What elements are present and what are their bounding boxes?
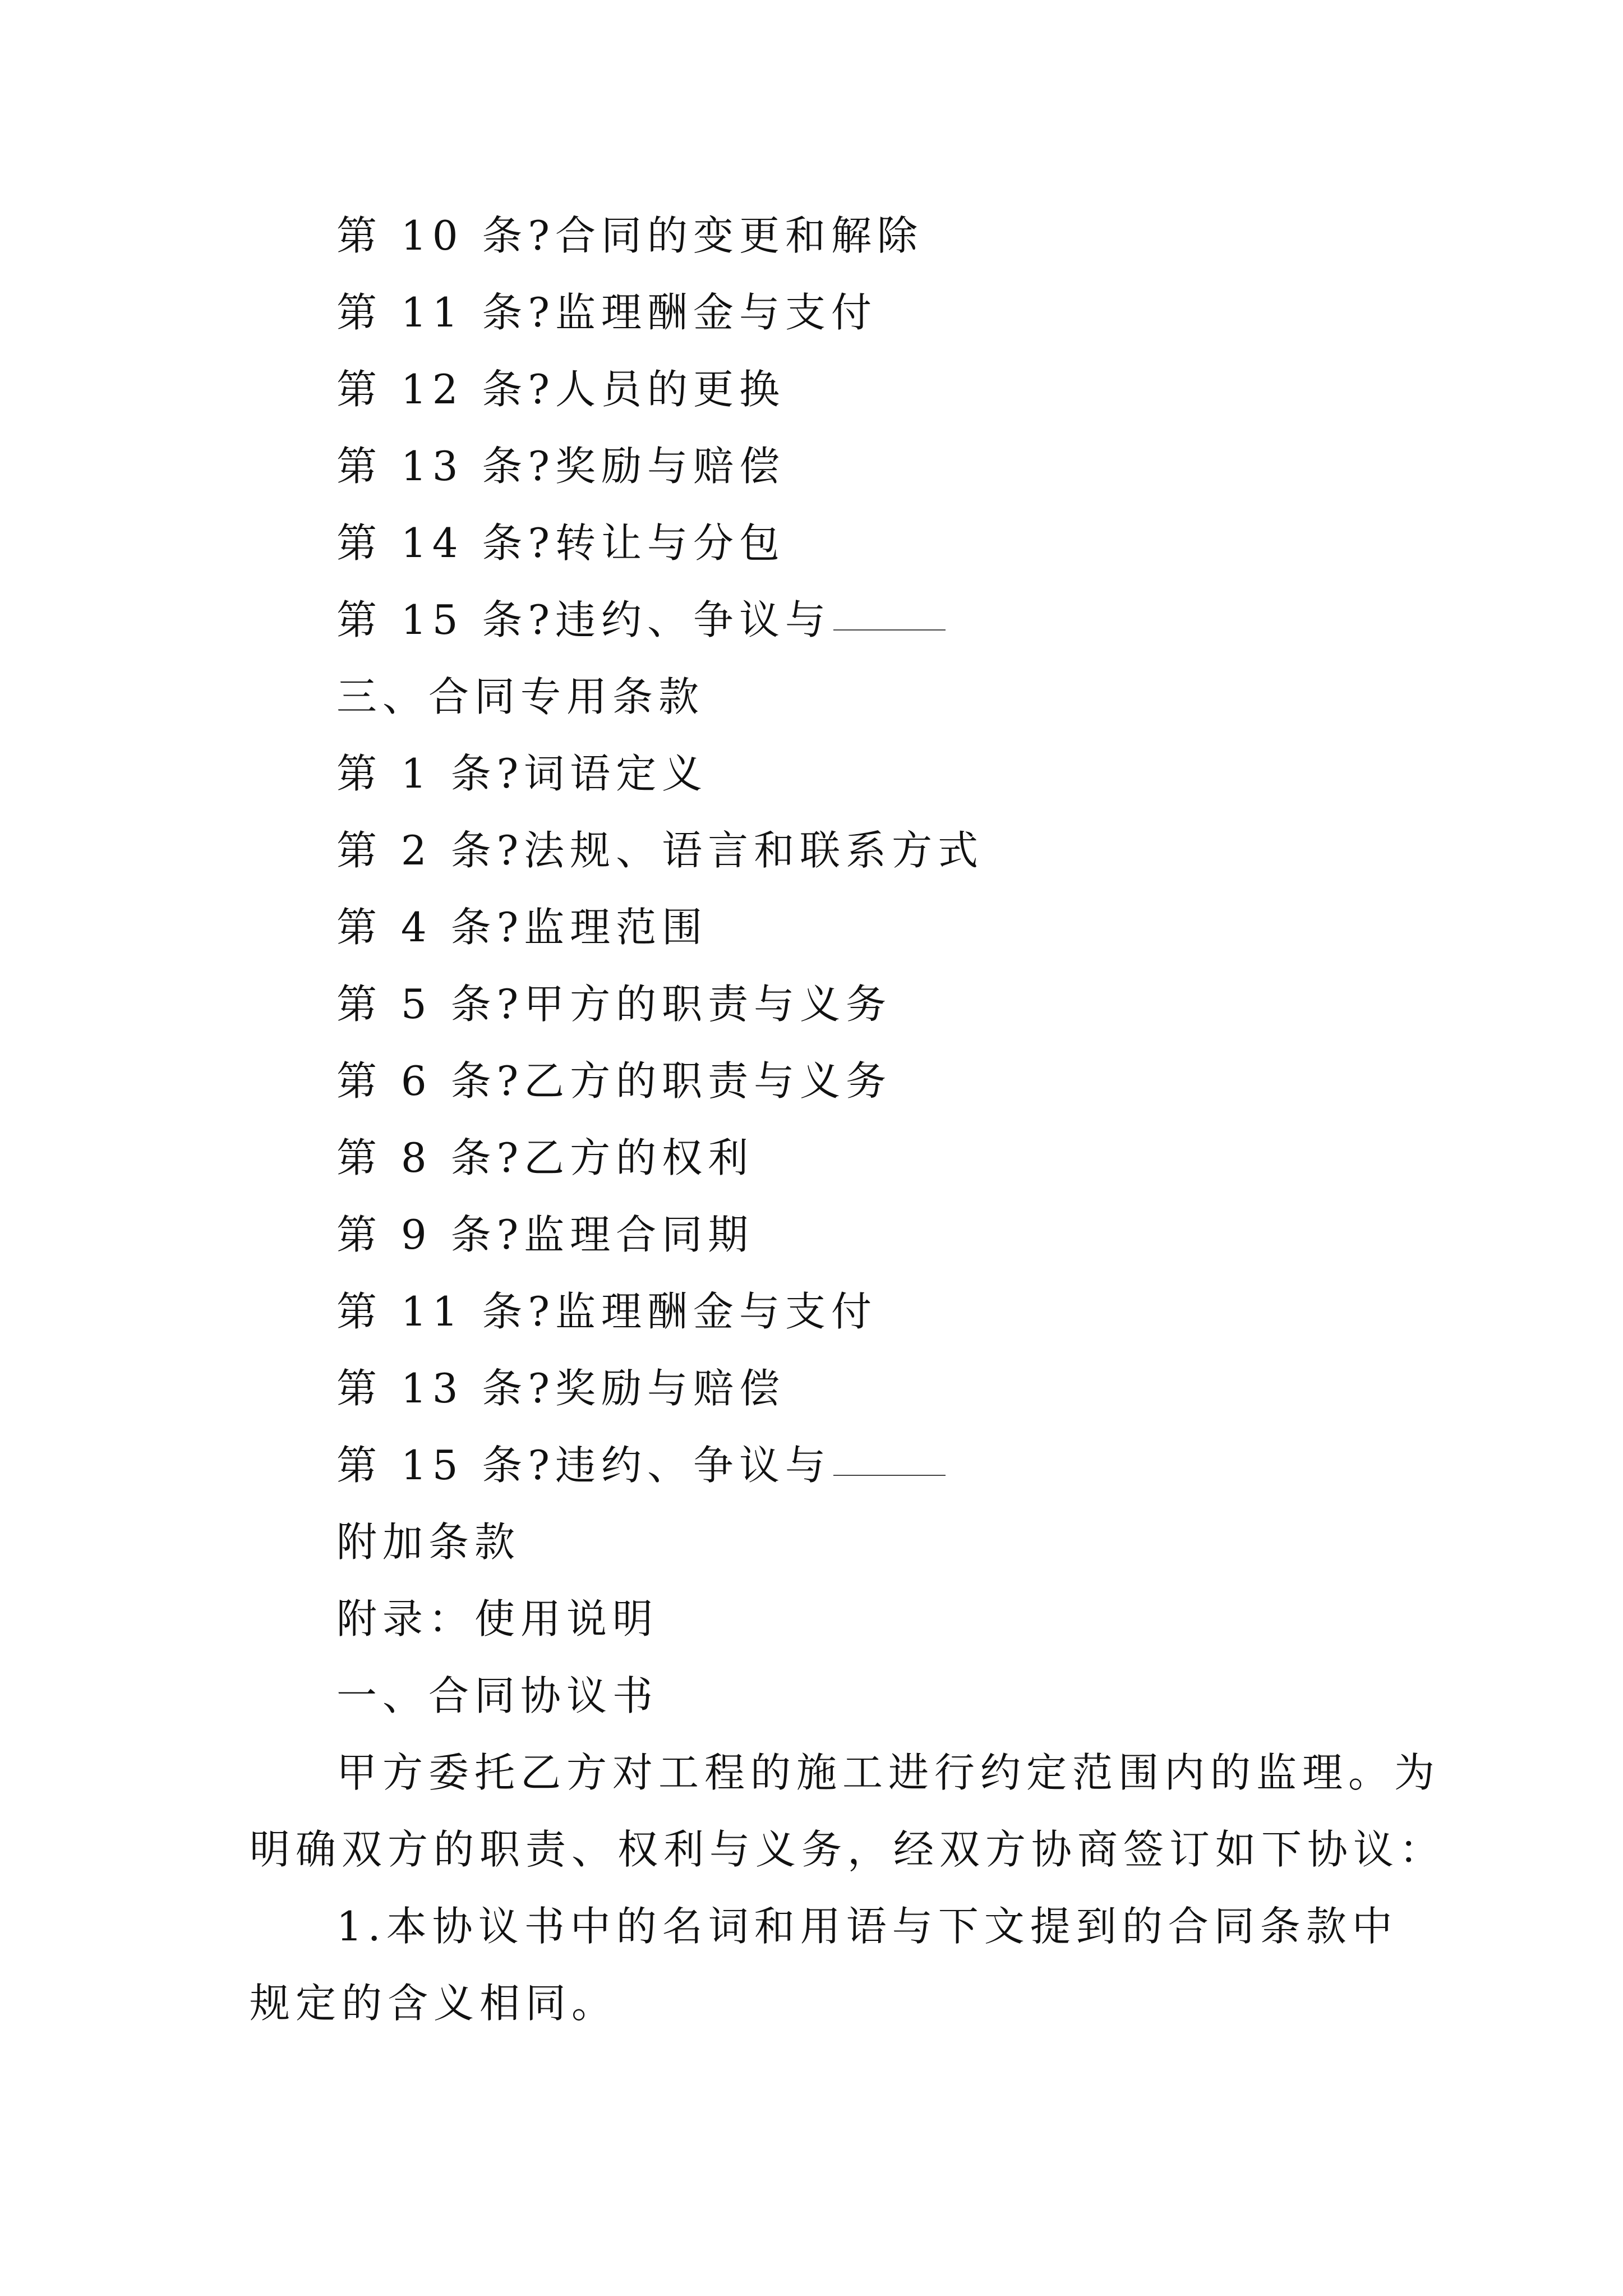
toc-item [0, 1120, 1623, 1197]
toc-item-text: 第 15 条?违约、争议与 [336, 596, 831, 643]
toc-item-text: 第 9 条?监理合同期 [336, 1211, 754, 1258]
toc-item-text: 第 13 条?奖励与赔偿 [336, 443, 785, 490]
paragraph-text: 1.本协议书中的名词和用语与下文提到的合同条款中 [336, 1903, 1398, 1950]
toc-item-text: 第 14 条?转让与分包 [336, 519, 785, 567]
toc-item [0, 274, 1623, 351]
fill-in-blank [833, 1475, 946, 1476]
section-heading [0, 659, 1623, 735]
paragraph-text: 明确双方的职责、权利与义务，经双方协商签订如下协议： [250, 1826, 1446, 1873]
toc-item [0, 1043, 1623, 1120]
toc-item [0, 1504, 1623, 1581]
toc-item [0, 1581, 1623, 1658]
document-body [0, 197, 1623, 2042]
toc-item [0, 1427, 1623, 1504]
toc-item-text: 第 2 条?法规、语言和联系方式 [336, 827, 984, 874]
section-heading [0, 1658, 1623, 1734]
fill-in-blank [833, 629, 946, 631]
toc-item-text: 附录：使用说明 [336, 1595, 659, 1642]
paragraph-text: 规定的含义相同。 [250, 1980, 618, 2027]
toc-item-text: 第 11 条?监理酬金与支付 [336, 1288, 877, 1335]
toc-item-text: 第 11 条?监理酬金与支付 [336, 289, 877, 336]
toc-item [0, 1197, 1623, 1273]
toc-item-text: 第 12 条?人员的更换 [336, 366, 785, 413]
toc-item [0, 889, 1623, 966]
toc-item-text: 第 10 条?合同的变更和解除 [336, 212, 923, 259]
toc-item [0, 428, 1623, 505]
toc-item-text: 附加条款 [336, 1519, 521, 1566]
toc-item-text: 第 1 条?词语定义 [336, 750, 708, 797]
toc-item-text: 第 5 条?甲方的职责与义务 [336, 981, 892, 1028]
toc-item-text: 第 6 条?乙方的职责与义务 [336, 1057, 892, 1105]
toc-item [0, 505, 1623, 582]
toc-item-text: 第 4 条?监理范围 [336, 904, 708, 951]
paragraph-text: 甲方委托乙方对工程的施工进行约定范围内的监理。为 [336, 1749, 1441, 1796]
toc-item [0, 197, 1623, 274]
toc-item [0, 351, 1623, 428]
section-heading-text: 一、合同协议书 [336, 1672, 659, 1719]
toc-item [0, 582, 1623, 659]
toc-item [0, 735, 1623, 812]
toc-item [0, 966, 1623, 1043]
paragraph-line [0, 1888, 1623, 1965]
paragraph-line [0, 1811, 1623, 1888]
paragraph-line [0, 1734, 1623, 1811]
toc-item [0, 1350, 1623, 1427]
toc-item-text: 第 8 条?乙方的权利 [336, 1134, 754, 1181]
toc-item [0, 812, 1623, 889]
section-heading-text: 三、合同专用条款 [336, 673, 705, 720]
toc-item-text: 第 15 条?违约、争议与 [336, 1442, 831, 1489]
toc-item [0, 1273, 1623, 1350]
toc-item-text: 第 13 条?奖励与赔偿 [336, 1365, 785, 1412]
paragraph-line [0, 1965, 1623, 2042]
